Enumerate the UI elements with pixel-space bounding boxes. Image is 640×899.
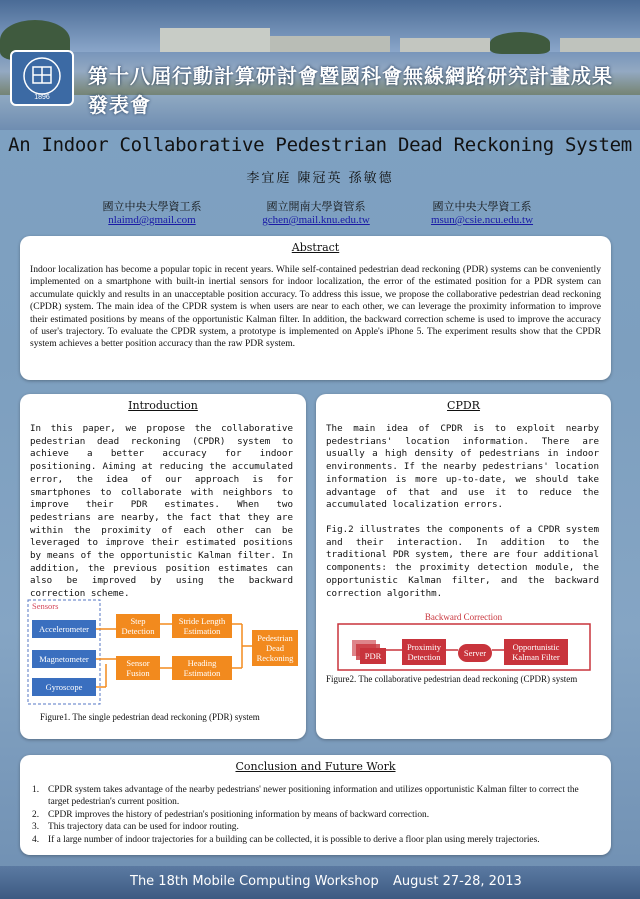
paper-title: An Indoor Collaborative Pedestrian Dead Reckoning System	[8, 134, 632, 156]
list-item-number: 3.	[32, 822, 40, 833]
introduction-heading: Introduction	[128, 399, 198, 412]
abstract-panel	[20, 236, 611, 380]
conclusion-list	[32, 784, 597, 846]
list-item-number: 1.	[32, 785, 40, 795]
proximity-detection-box: Proximity Detection	[402, 639, 446, 665]
server-box: Server	[458, 644, 492, 662]
logo-year: 1896	[34, 94, 50, 101]
cpdr-paragraph-2: Fig.2 illustrates the components of a CPDR system and their interaction. In addition to the traditional PDR system, there are four additional components: the proximity detection module, the opportunistic Kalman filter, and the backward correction algorithm.	[326, 524, 599, 599]
banner-building	[160, 28, 270, 52]
banner-title: 第十八屆行動計算研討會暨國科會無線網路研究計畫成果發表會	[88, 64, 613, 117]
gyroscope-box: Gyroscope	[32, 678, 96, 696]
banner-tree	[490, 32, 550, 54]
stride-length-box: Stride Length Estimation	[172, 614, 232, 638]
sensor-fusion-box: Sensor Fusion	[116, 656, 160, 680]
list-item	[32, 821, 597, 833]
magnetometer-box: Magnetometer	[32, 650, 96, 668]
list-item-text: This trajectory data can be used for indoor routing.	[48, 822, 239, 833]
abstract-text: Indoor localization has become a popular topic in recent years. While self-contained pedestrian dead reckoning (PDR) systems can be conveniently implemented on a smartphone with built-in inertial sensors for indoor localization, the error of the estimated position for a PDR system can accumulate quickly and results in an unacceptable position accuracy. To address this issue, we propose the collaborative pedestrian dead reckoning (CPDR) system. The main idea of the CPDR system is when users are near to each other, we can leverage the proximity information to improve their estimated positions by means of the opportunistic Kalman filter. In addition, the backward correction scheme is used to improve the accuracy of user's trajectory. To evaluate the CPDR system, a prototype is implemented on Apple's iPhone 5. The experiment results show that the CPDR system achieves a better position accuracy than the raw PDR system.	[30, 264, 601, 350]
figure2-title: Backward Correction	[424, 612, 503, 622]
cpdr-heading: CPDR	[447, 399, 480, 412]
introduction-panel	[20, 394, 306, 739]
footer-banner	[0, 866, 640, 899]
introduction-text: In this paper, we propose the collaborative pedestrian dead reckoning (CPDR) system to achieve a better accuracy for indoor positioning. Aiming at reducing the accumulated error, the idea of our approach is for smartphones to collaborate with neighbors to improve their PDR estimates. When two pedestrians are nearby, the fact that they are within the proximity of each other can be leveraged to improve their estimated positions by means of the opportunistic Kalman filter. In addition, the previous position estimates can also be improved by using the backward correction scheme.	[30, 423, 293, 600]
list-item-text: CPDR system takes advantage of the nearby pedestrians' newer positioning information and utilizes opportunistic Kalman filter to correct the target pedestrian's current position.	[48, 785, 579, 808]
list-item	[32, 784, 597, 809]
accelerometer-box: Accelerometer	[32, 620, 96, 638]
list-item-number: 4.	[32, 834, 40, 845]
footer-date: August 27-28, 2013	[393, 874, 522, 889]
figure2-caption: Figure2. The collaborative pedestrian dead reckoning (CPDR) system	[326, 674, 578, 684]
list-item	[32, 809, 597, 821]
paper-authors: 李宜庭 陳冠英 孫敏德	[246, 171, 394, 186]
cpdr-paragraph-1: The main idea of CPDR is to exploit nearby pedestrians' location information. There are usually a high density of pedestrians in indoor environments. If the nearby pedestrians' location information is more up-to-date, we should take advantage of that and use it to reduce the accumulated localization errors.	[326, 423, 599, 511]
email-link-3[interactable]: msun@csie.ncu.edu.tw	[430, 214, 534, 226]
email-link-2[interactable]: gchen@mail.knu.edu.tw	[262, 214, 370, 226]
conclusion-heading: Conclusion and Future Work	[235, 760, 396, 773]
abstract-heading: Abstract	[291, 241, 340, 254]
step-detection-box: Step Detection	[116, 614, 160, 638]
banner-building	[400, 38, 490, 52]
cpdr-panel	[316, 394, 611, 739]
list-item-number: 2.	[32, 809, 40, 820]
list-item	[32, 834, 597, 846]
list-item-text: CPDR improves the history of pedestrian's positioning information by means of backward correction.	[48, 809, 430, 820]
pdr-box: PDR	[360, 648, 386, 664]
list-item-text: If a large number of indoor trajectories for a building can be collected, it is possible to derive a floor plan using merely trajectories.	[48, 834, 540, 845]
header-banner	[0, 0, 640, 130]
sensors-label: Sensors	[32, 601, 59, 611]
conclusion-panel	[20, 755, 611, 855]
heading-estimation-box: Heading Estimation	[172, 656, 232, 680]
affiliation-2: 國立開南大學資管系	[266, 200, 366, 213]
affiliation-1: 國立中央大學資工系	[102, 200, 202, 213]
figure1-caption: Figure1. The single pedestrian dead reckoning (PDR) system	[40, 712, 260, 722]
banner-building	[270, 36, 390, 52]
banner-building	[560, 38, 640, 52]
email-link-1[interactable]: nlaimd@gmail.com	[108, 214, 196, 226]
pdr-box: Pedestrian Dead Reckoning	[252, 630, 298, 666]
university-seal-icon	[10, 50, 74, 106]
kalman-filter-box: Opportunistic Kalman Filter	[504, 639, 568, 665]
affiliation-3: 國立中央大學資工系	[432, 200, 532, 213]
footer-workshop: The 18th Mobile Computing Workshop	[130, 874, 379, 889]
